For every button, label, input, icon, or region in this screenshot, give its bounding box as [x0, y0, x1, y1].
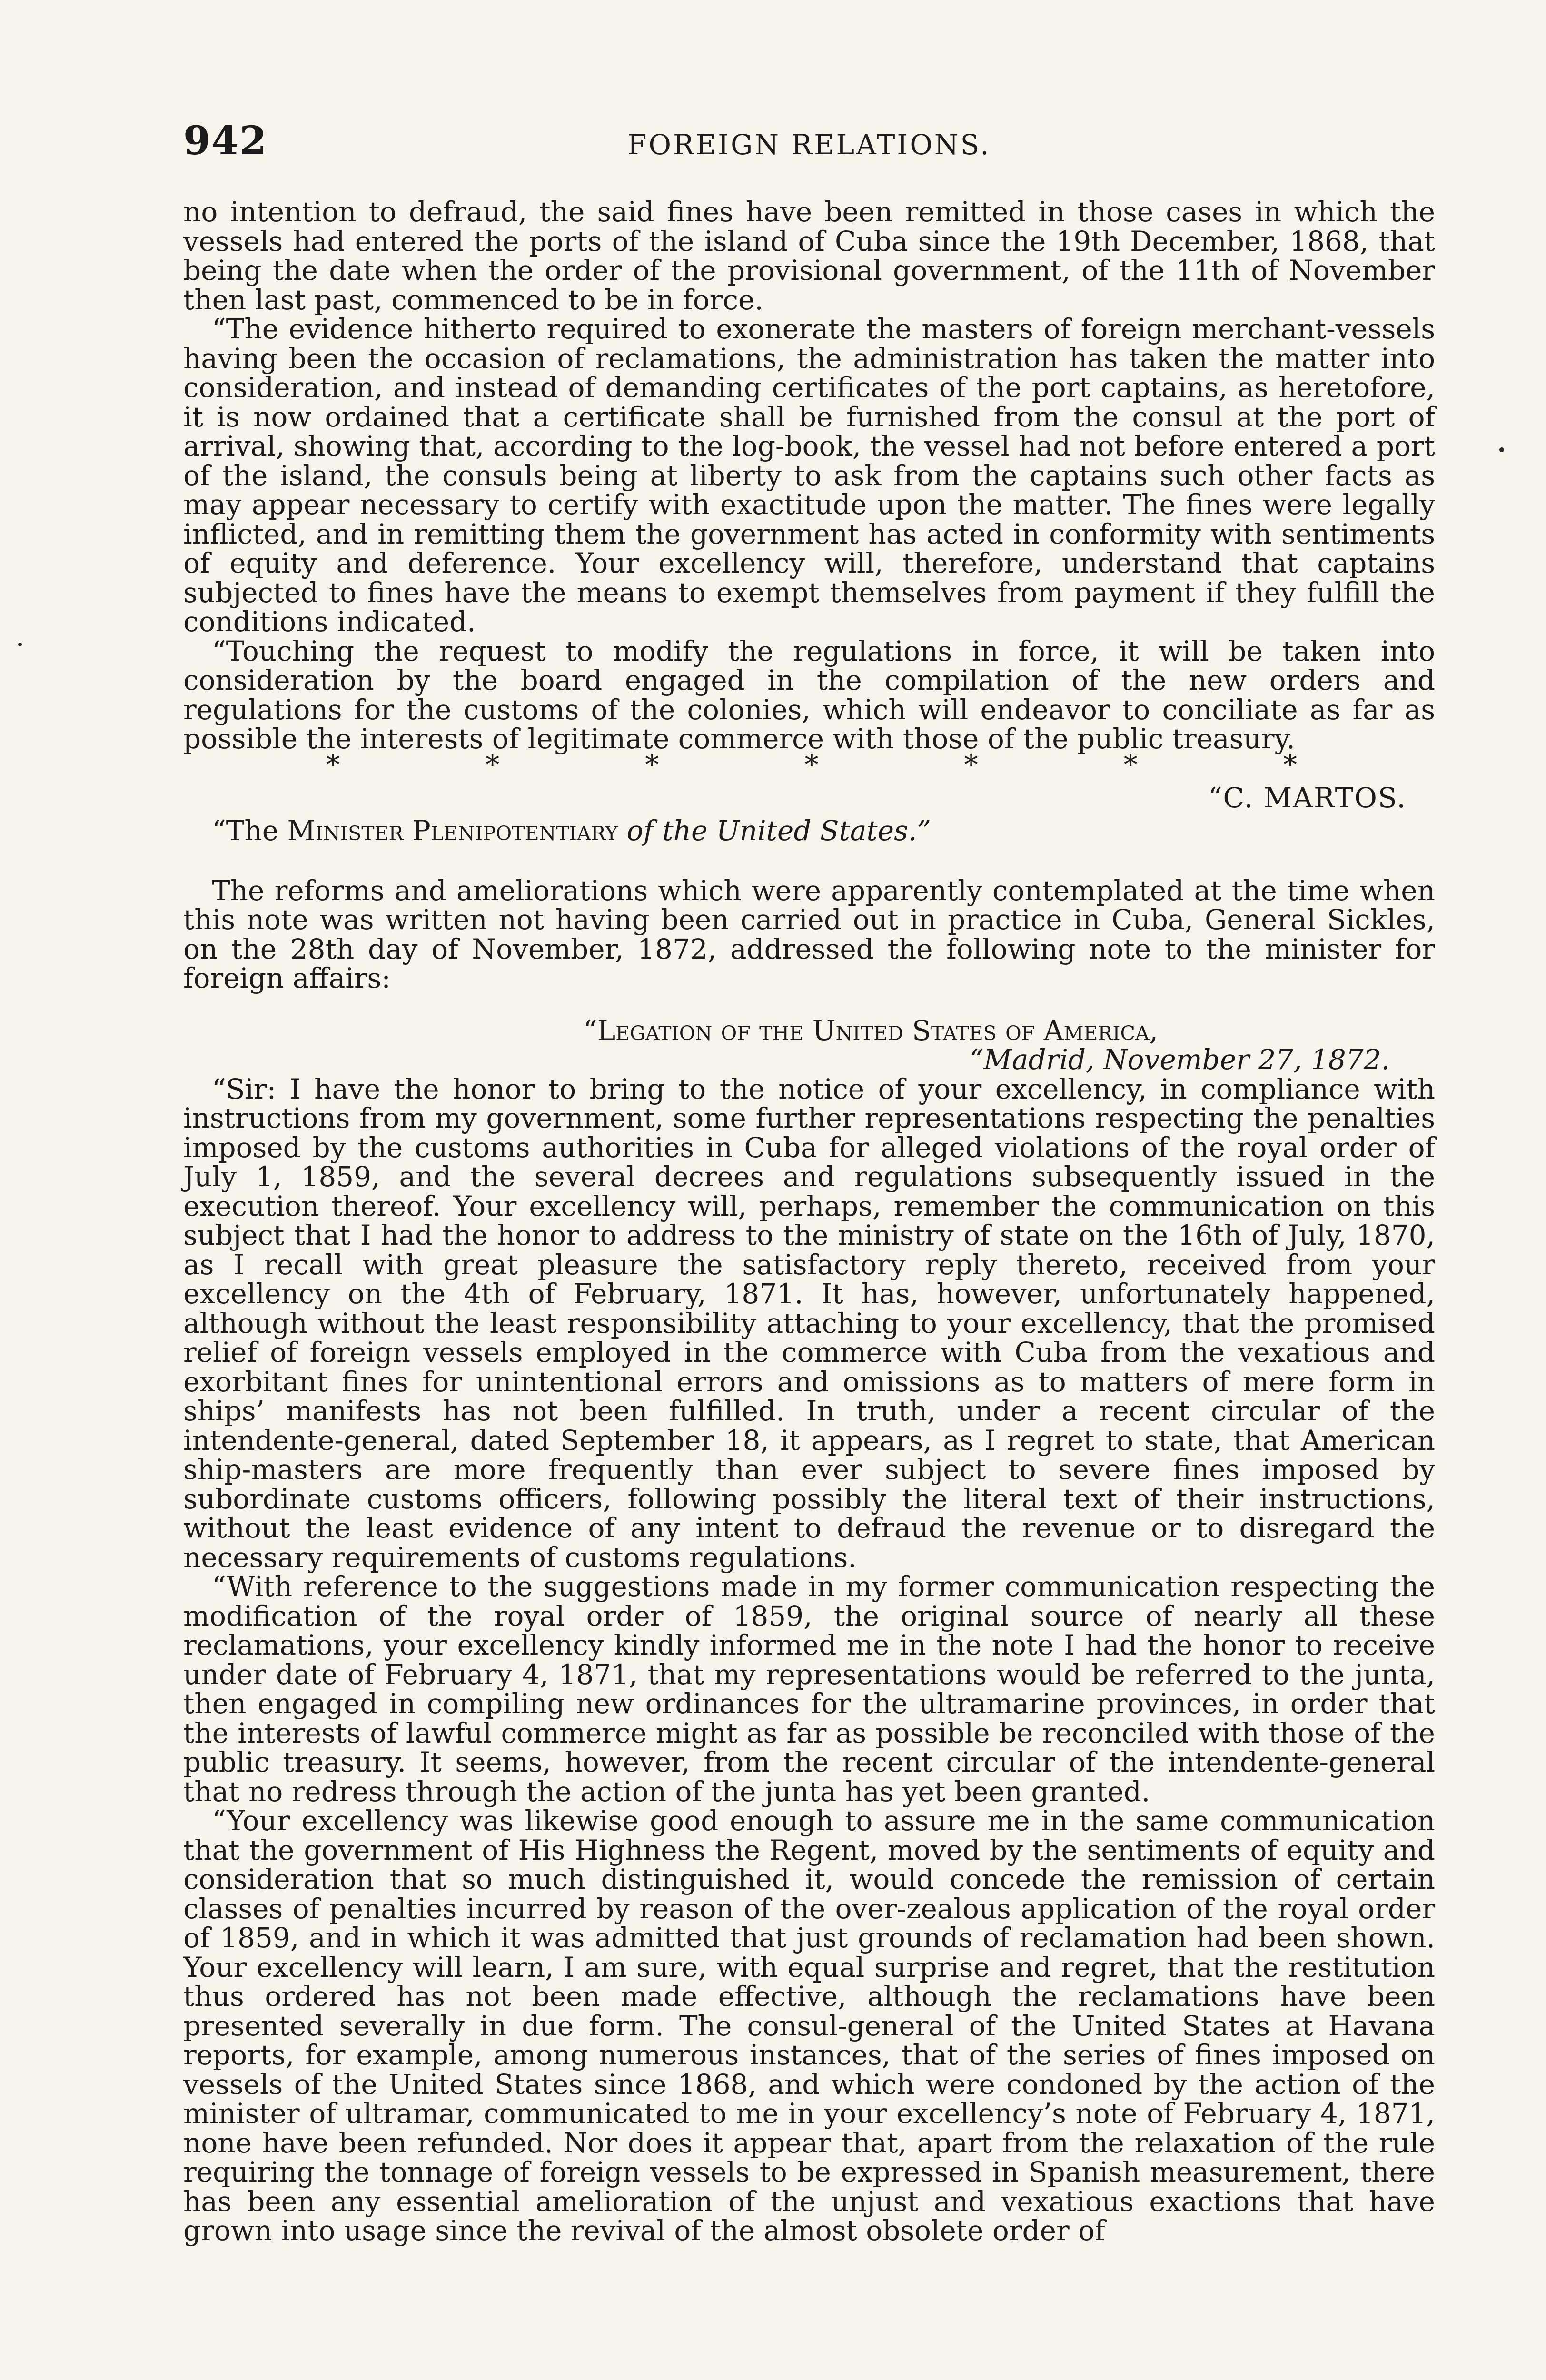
asterisk: *: [326, 748, 340, 781]
page-header: [183, 118, 1435, 170]
running-title: FOREIGN RELATIONS.: [627, 129, 991, 161]
ellipsis-asterisks: [183, 748, 1435, 781]
addressee-prefix: “The: [212, 814, 287, 847]
addressee: [183, 816, 1435, 846]
paragraph: “Touching the request to modify the regulations in force, it will be taken into consideration by the board engaged in the compilation of the new orders and regulations for the customs of the colonies, which will endeavor to conciliate as far as possible the interests of legitimate commerce with those of the public treasury.: [183, 635, 1435, 755]
asterisk: *: [486, 748, 500, 781]
asterisk: *: [1123, 748, 1138, 781]
paragraph: “With reference to the suggestions made in my former communication respecting the modification of the royal order of 1859, the original source of nearly all these reclamations, your excellency kindly informed me in the note I had the honor to receive under date of February 4, 1871, that my representations would be referred to the junta, then engaged in compiling new ordinances for the ultramarine provinces, in order that the interests of lawful commerce might as far as possible be reconciled with those of the public treasury. It seems, however, from the recent circular of the intendente-general that no redress through the action of the junta has yet been granted.: [183, 1570, 1435, 1808]
paragraph: “Your excellency was likewise good enough to assure me in the same communication that the government of His Highness the Regent, moved by the sentiments of equity and consideration that so much distinguished it, would concede the remission of certain classes of penalties incurred by reason of the over-zealous application of the royal order of 1859, and in which it was admitted that just grounds of reclamation had been shown. Your excellency will learn, I am sure, with equal surprise and regret, that the restitution thus ordered has not been made effective, although the reclamations have been presented severally in due form. The consul-general of the United States at Havana reports, for example, among numerous instances, that of the series of fines imposed on vessels of the United States since 1868, and which were condoned by the action of the minister of ultramar, communicated to me in your excellency’s note of February 4, 1871, none have been refunded. Nor does it appear that, apart from the relaxation of the rule requiring the tonnage of foreign vessels to be expressed in Spanish measurement, there has been any essential amelioration of the unjust and vexatious exactions that have grown into usage since the revival of the almost obsolete order of: [183, 1805, 1435, 2247]
paragraph: The reforms and ameliorations which were apparently contemplated at the time when this note was written not having been carried out in practice in Cuba, General Sickles, on the 28th day of November, 1872, addressed the following note to the minister for foreign affairs:: [183, 874, 1435, 994]
asterisk: *: [964, 748, 978, 781]
paragraph: no intention to defraud, the said fines have been remitted in those cases in which the vessels had entered the ports of the island of Cuba since the 19th December, 1868, that being the date when the order of the provisional government, of the 11th of November then last past, commenced to be in force.: [183, 196, 1435, 316]
addressee-title: Minister Plenipotentiary: [287, 814, 618, 847]
letter-date: “Madrid, November 27, 1872.: [969, 1043, 1390, 1076]
paragraph: “The evidence hitherto required to exonerate the masters of foreign merchant-vessels having been the occasion of reclamations, the administration has taken the matter into consideration, and instead of demanding certificates of the port captains, as heretofore, it is now ordained that a certificate shall be furnished from the consul at the port of arrival, showing that, according to the log-book, the vessel had not before entered a port of the island, the consuls being at liberty to ask from the captains such other facts as may appear necessary to certify with exactitude upon the matter. The fines were legally inflicted, and in remitting them the government has acted in conformity with sentiments of equity and deference. Your excellency will, therefore, understand that captains subjected to fines have the means to exempt themselves from payment if they fulfill the conditions indicated.: [183, 313, 1435, 638]
page-number: 942: [183, 118, 268, 164]
paragraph: “Sir: I have the honor to bring to the notice of your excellency, in compliance with instructions from my government, some further representations respecting the penalties imposed by the customs authorities in Cuba for alleged violations of the royal order of July 1, 1859, and the several decrees and regulations subsequently issued in the execution thereof. Your excellency will, perhaps, remember the communication on this subject that I had the honor to address to the ministry of state on the 16th of July, 1870, as I recall with great pleasure the satisfactory reply thereto, received from your excellency on the 4th of February, 1871. It has, however, unfortunately happened, although without the least responsibility attaching to your excellency, that the promised relief of foreign vessels employed in the commerce with Cuba from the vexatious and exorbitant fines for unintentional errors and omissions as to matters of mere form in ships’ manifests has not been fulfilled. In truth, under a recent circular of the intendente-general, dated September 18, it appears, as I regret to state, that American ship-masters are more frequently than ever subject to severe fines imposed by subordinate customs officers, following possibly the literal text of their instructions, without the least evidence of any intent to defraud the revenue or to disregard the necessary requirements of customs regulations.: [183, 1072, 1435, 1574]
signature: “C. MARTOS.: [1208, 781, 1407, 814]
margin-speck: [18, 643, 22, 646]
margin-speck: [1499, 447, 1504, 452]
body-text: [183, 198, 1435, 2246]
asterisk: *: [645, 748, 659, 781]
asterisk: *: [1283, 748, 1297, 781]
addressee-suffix: of the United States.”: [618, 814, 931, 847]
legation-heading: “Legation of the United States of America,: [583, 1014, 1158, 1047]
asterisk: *: [804, 748, 819, 781]
